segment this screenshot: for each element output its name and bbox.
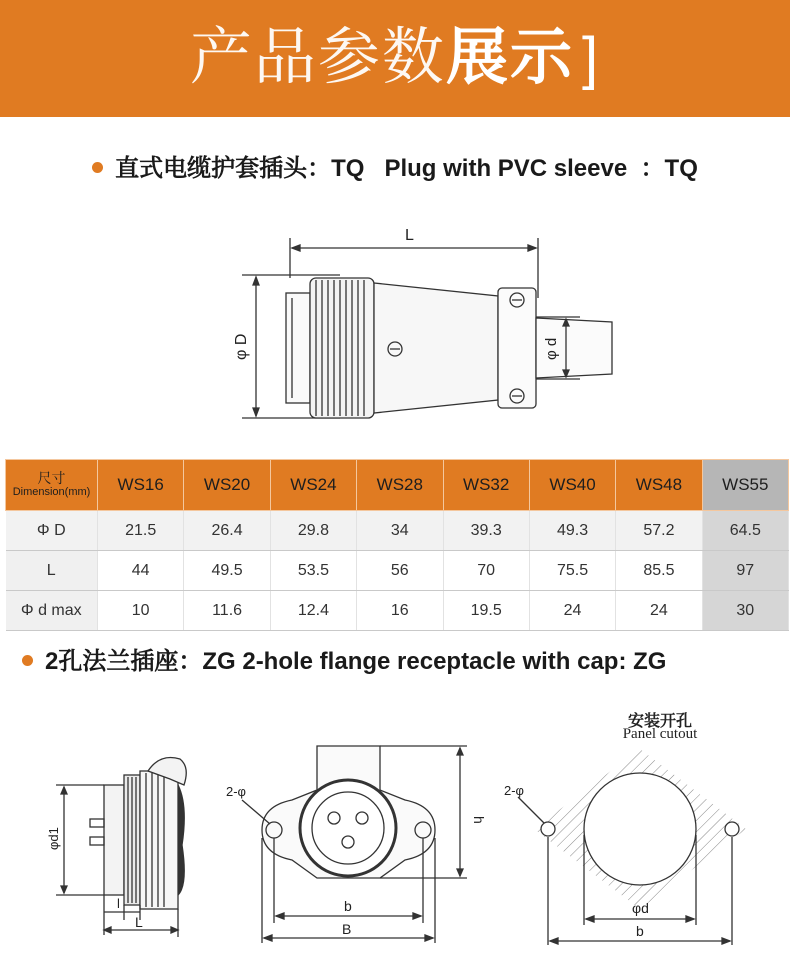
table-cell: 24	[529, 591, 615, 631]
table-cell: 39.3	[443, 511, 529, 551]
banner-title-light: 产品参数	[189, 23, 446, 92]
header-banner	[0, 0, 790, 117]
section-heading-receptacle	[22, 646, 812, 678]
label-h: h	[471, 816, 487, 824]
section-heading-plug	[0, 153, 790, 185]
banner-bracket: ]	[581, 26, 601, 91]
header-col: WS16	[98, 460, 184, 511]
label-phi-D: φ D	[233, 333, 250, 360]
row-label: Φ D	[6, 511, 98, 551]
table-cell: 29.8	[270, 511, 356, 551]
label-phi-d-cutout: φd	[632, 900, 649, 916]
table-cell: 30	[702, 591, 788, 631]
label-phi-d1: φd1	[46, 827, 61, 850]
header-col: WS32	[443, 460, 529, 511]
header-col: WS55	[702, 460, 788, 511]
section-heading-plug-text: 直式电缆护套插头：TQ Plug with PVC sleeve ：TQ	[115, 155, 698, 182]
table-cell: 57.2	[616, 511, 702, 551]
plug-drawing	[220, 218, 560, 438]
table-cell: 19.5	[443, 591, 529, 631]
table-row	[6, 551, 789, 591]
label-L-side: L	[135, 914, 143, 930]
section-heading-receptacle-text: 2孔法兰插座：ZG 2-hole flange receptacle with cap: ZG	[45, 648, 667, 675]
spec-table	[5, 459, 789, 631]
header-col: WS24	[270, 460, 356, 511]
header-col: WS20	[184, 460, 270, 511]
label-phi-d: φ d	[543, 337, 560, 360]
banner-title	[0, 22, 790, 95]
table-cell: 53.5	[270, 551, 356, 591]
label-2-phi-front: 2-φ	[226, 784, 246, 799]
label-b-front: b	[344, 898, 352, 914]
header-col: WS40	[529, 460, 615, 511]
header-dimension: 尺寸 Dimension(mm)	[6, 460, 98, 511]
label-2-phi-cutout: 2-φ	[504, 783, 524, 798]
panel-cutout-drawing	[500, 745, 780, 950]
banner-title-bold: 展示	[445, 23, 574, 92]
row-label: Φ d max	[6, 591, 98, 631]
table-cell: 70	[443, 551, 529, 591]
table-cell: 75.5	[529, 551, 615, 591]
table-cell: 16	[357, 591, 443, 631]
header-col: WS48	[616, 460, 702, 511]
table-header-row	[6, 460, 789, 511]
table-cell: 11.6	[184, 591, 270, 631]
label-B: B	[342, 921, 352, 937]
table-cell: 56	[357, 551, 443, 591]
panel-cutout-title-en: Panel cutout	[622, 726, 698, 742]
table-cell: 49.5	[184, 551, 270, 591]
panel-cutout-title-cn: 安装开孔	[627, 713, 692, 730]
table-cell: 26.4	[184, 511, 270, 551]
table-row	[6, 591, 789, 631]
table-cell: 85.5	[616, 551, 702, 591]
table-row	[6, 511, 789, 551]
header-col: WS28	[357, 460, 443, 511]
table-cell: 12.4	[270, 591, 356, 631]
row-label: L	[6, 551, 98, 591]
table-cell: 24	[616, 591, 702, 631]
table-cell: 34	[357, 511, 443, 551]
label-l: l	[117, 896, 120, 911]
table-cell: 49.3	[529, 511, 615, 551]
table-cell: 64.5	[702, 511, 788, 551]
table-cell: 21.5	[98, 511, 184, 551]
table-cell: 97	[702, 551, 788, 591]
receptacle-front-drawing	[222, 738, 487, 948]
bullet-icon	[22, 655, 33, 666]
receptacle-side-drawing	[20, 745, 220, 945]
label-L: L	[405, 227, 414, 244]
table-cell: 10	[98, 591, 184, 631]
bullet-icon	[92, 162, 103, 173]
table-cell: 44	[98, 551, 184, 591]
label-b-cutout: b	[636, 923, 644, 939]
